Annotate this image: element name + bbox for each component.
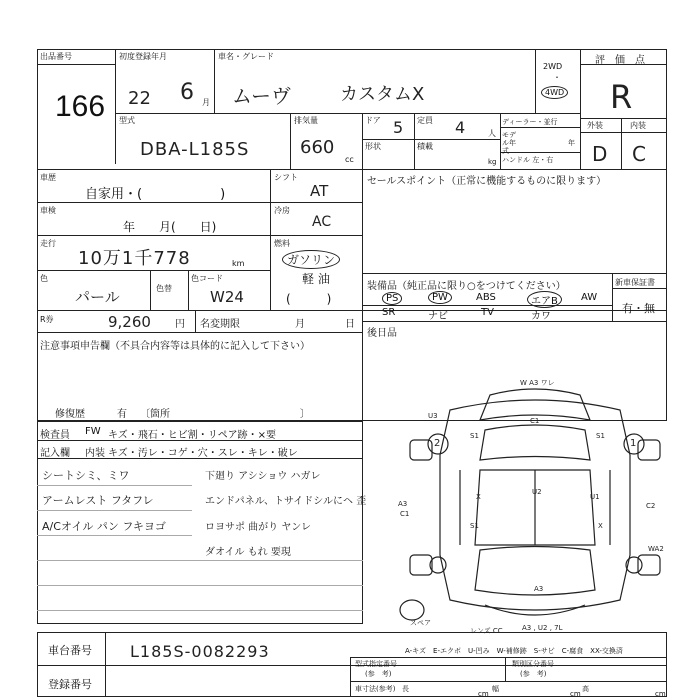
interior-label: 内装 [630,121,646,130]
shape-label: 形状 [365,142,381,151]
diagram-mark-top: W A3 ワレ [520,379,555,387]
color-code-value: W24 [210,288,244,306]
tax-day: 日 [345,319,355,330]
ac-value: AC [312,214,332,230]
capacity-label: 定員 [417,116,433,125]
diagram-mark-c1-top: C1 [530,417,540,425]
width-w: 幅 [492,685,499,693]
color-value: パール [75,288,120,306]
drive-2wd: 2WD [543,62,563,71]
color-change-label: 色替 [156,284,172,293]
equip-leather: カワ [531,311,551,322]
first-reg-month-unit: 月 [202,98,210,107]
tax-month: 月 [295,319,305,330]
equip-sr: SR [382,307,396,318]
capacity-value: 4 [455,118,466,137]
diagram-num-2: 2 [434,438,441,449]
drive-dot: ・ [553,73,561,82]
class-note: (参 考) [520,670,547,678]
length-cm: cm [478,690,489,698]
diagram-mark-a3-bottom: A3 [534,585,544,593]
note-right-2: エンドパネル、トサイドシルにヘ 歪 [205,496,367,507]
drive-4wd-text: 4WD [545,88,565,97]
handle-label: ハンドル 左・右 [502,156,554,164]
inspection-label: 車検 [40,206,56,215]
note-left-2: アームレスト フタフレ [42,494,154,507]
equipment-label: 装備品（純正品に限り○をつけてください） [367,281,566,292]
diagram-num-1: 1 [630,438,637,449]
equip-airbag: エアB [527,291,562,308]
exterior-label: 外装 [587,121,603,130]
model-year-label: モデル年式 [502,131,516,155]
warranty-label: 新車保証書 [615,278,655,287]
equip-navi: ナビ [428,311,448,322]
diagram-mark-u3: U3 [428,412,438,420]
mileage-value: 10万1千778 [78,248,191,269]
inspection-value: 年 月( 日) [123,220,217,234]
diagram-mark-u2: U2 [532,488,542,496]
diagram-mark-bottom-mid: レンズ CC [470,627,503,635]
type-cert-note: (参 考) [365,670,392,678]
repair-location: 〔箇所 〕 [140,409,310,420]
displacement-value: 660 [300,137,335,158]
capacity-unit: 人 [488,129,496,138]
chassis-label: 車台番号 [48,644,92,657]
chassis-value: L185S-0082293 [130,642,270,661]
first-reg-month: 6 [180,80,194,105]
note-right-4: ダオイル もれ 要現 [205,547,291,558]
mileage-unit: km [232,259,245,268]
displacement-label: 排気量 [294,116,318,125]
inspector-label: 検査員 [40,430,70,441]
diagram-mark-c1-left: C1 [400,510,410,518]
equip-aw: AW [581,292,598,303]
fuel-value-gasoline [282,250,340,269]
entry-interior: 内装 [85,448,105,459]
tax-label: 名変期限 [200,319,240,330]
equip-pw: PW [428,291,452,304]
fuel-value-diesel: 軽 油 [302,272,330,286]
drive-4wd [541,86,568,99]
equip-ps: PS [382,292,402,305]
lot-number: 166 [55,90,106,123]
score-label: 評 価 点 [595,55,645,66]
diagram-mark-x-right: X [598,522,603,530]
diagram-mark-wa2: WA2 [648,545,664,553]
fuel-gasoline-text: ガソリン [287,253,336,267]
type-value: DBA-L185S [140,139,250,160]
after-items-label: 後日品 [367,328,397,339]
grade: カスタムX [340,84,425,105]
lot-label: 出品番号 [40,52,72,61]
load-label: 積載 [417,142,433,151]
doors-label: ドア [365,116,381,125]
first-reg-year: 22 [128,88,151,109]
sales-point-label: セールスポイント（正常に機能するものに限ります） [367,176,607,187]
equip-abs: ABS [476,292,496,303]
note-right-3: ロヨサポ 曲がり ヤンレ [205,522,312,533]
notes-label: 注意事項申告欄（不具合内容等は具体的に記入して下さい） [40,341,310,352]
shift-value: AT [310,182,329,200]
dealer-label: ディーラー・並行 [502,118,558,126]
diagram-mark-c2: C2 [646,502,656,510]
height-cm: cm [655,690,666,698]
history-value: 自家用・( ) [85,187,226,202]
fuel-label: 燃料 [274,239,290,248]
exterior-grade: D [592,142,608,166]
recycle-value: 9,260 [108,313,151,331]
height-h: 高 [582,685,589,693]
reg-label: 登録番号 [48,678,92,691]
note-right-1: 下廻り アシショウ ハガレ [205,471,321,482]
diagram-mark-s1-left: S1 [470,432,479,440]
diagram-mark-bottom-right: A3 , U2 , 7L [522,624,563,632]
type-label: 型式 [119,116,135,125]
entry-items: キズ・汚レ・コゲ・穴・スレ・キレ・破レ [108,448,298,459]
diagram-mark-a3-left: A3 [398,500,408,508]
repair-label: 修復歴 [55,409,85,420]
ac-label: 冷房 [274,206,290,215]
equip-tv: TV [481,307,494,318]
warranty-value: 有・無 [622,302,655,315]
load-unit: kg [488,158,497,166]
note-left-1: シートシミ、ミワ [42,469,130,482]
model-label: 車名・グレード [218,52,274,61]
mileage-label: 走行 [40,239,56,248]
color-label: 色 [40,274,48,283]
repair-value: 有 [117,409,127,420]
note-left-3: A/Cオイル パン フキヨゴ [42,520,166,533]
recycle-label: R券 [40,315,54,324]
history-label: 車歴 [40,173,56,182]
type-cert-label: 型式指定番号 [355,660,397,668]
car-name: ムーヴ [232,84,291,108]
score-value: R [610,78,633,116]
diagram-mark-bottom-left: スペア [410,619,431,627]
model-year-unit: 年 [568,139,575,147]
length-label: 車寸法(参考) [355,685,396,693]
doors-value: 5 [393,118,404,137]
fuel-value-other: ( ) [286,292,332,306]
color-code-label: 色コード [191,274,223,283]
width-cm: cm [570,690,581,698]
interior-grade: C [632,142,646,166]
inspector-items: キズ・飛石・ヒビ割・リペア跡・×要 [108,430,276,441]
recycle-unit: 円 [175,319,185,330]
diagram-mark-s1-right: S1 [596,432,605,440]
shift-label: シフト [274,173,298,182]
first-reg-label: 初度登録年月 [119,52,167,61]
inspector-fw: FW [85,426,101,437]
length-l: 長 [402,685,409,693]
entry-label: 記入欄 [40,448,70,459]
diagram-mark-s1-bottom: S1 [470,522,479,530]
diagram-mark-u1: U1 [590,493,600,501]
displacement-unit: cc [345,155,354,164]
damage-legend: A-キズ E-エクボ U-凹み W-補修跡 S-サビ C-腐食 XX-交換済 [405,647,623,655]
diagram-mark-x-left: X [476,493,481,501]
class-label: 類別区分番号 [512,660,554,668]
